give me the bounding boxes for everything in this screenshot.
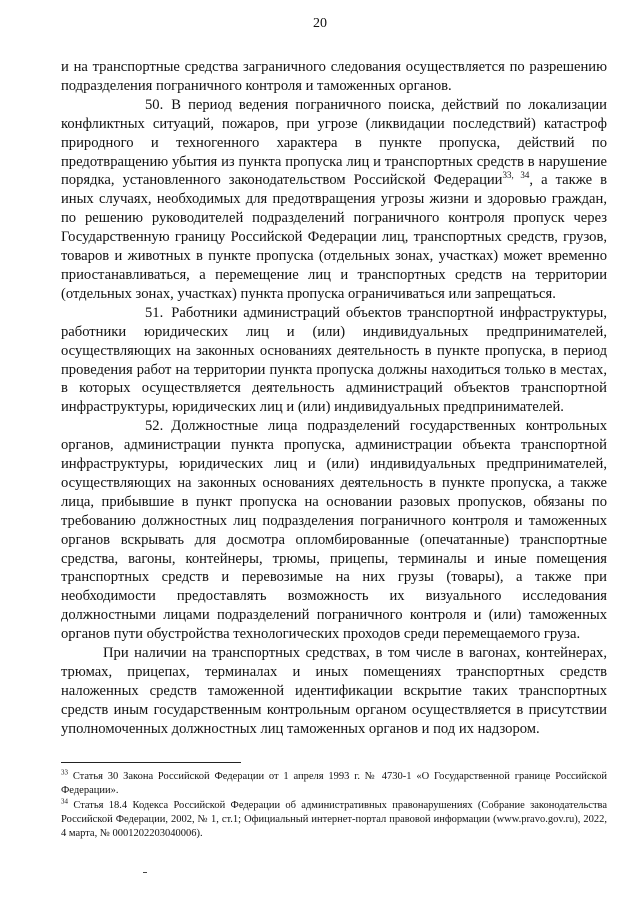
footnote-33 <box>61 770 607 798</box>
document-body <box>61 58 607 739</box>
paragraph-text: , а также в иных случаях, необходимых для предотвращения угрозы жизни и здоровью граждан, по решению руководителей подразделений пограничного контроля пропуск через Государственную границу Российской Федерации лиц, транспортных средств, грузов, товаров и животных в пункте пропуска (отдельных зонах, участках) может временно приостанавливаться, а перемещение лиц и транспортных средств на территории (отдельных зонах, участках) пункта пропуска ограничиваться или запрещаться. <box>61 172 607 302</box>
footnote-divider <box>61 762 241 763</box>
paragraph-50 <box>61 96 607 304</box>
footnote-number: 33 <box>61 768 68 777</box>
paragraph-52-continuation <box>61 644 607 739</box>
footnote-34 <box>61 799 607 841</box>
paragraph-number: 51. <box>145 304 164 321</box>
paragraph-text: В период ведения пограничного поиска, действий по локализации конфликтных ситуаций, пожаров, при угрозе (ликвидации последствий) катастроф природного и техногенного характера в пункте пропуска, действий по предотвращению убытия из пункта пропуска лиц и транспортных средств в нарушение порядка, установленного законодательством Российской Федерации <box>61 96 607 189</box>
footnote-text: Статья 30 Закона Российской Федерации от 1 апреля 1993 г. № 4730-1 «О Государственной границе Российской Федерации». <box>61 771 607 796</box>
footnotes <box>61 770 607 842</box>
paragraph-continuation <box>61 58 607 96</box>
footnote-number: 34 <box>61 797 68 806</box>
paragraph-number: 52. <box>145 418 164 435</box>
paragraph-text: Должностные лица подразделений государственных контрольных органов, администрации пункта пропуска, администрации объекта транспортной инфраструктуры, юридических лиц и (или) индивидуальных предпринимателей, осуществляющих на законных основаниях деятельность в пункте пропуска, а также лица, прибывшие в пункт пропуска на основании разовых пропусков, обязаны по требованию должностных лиц подразделения пограничного контроля и таможенных органов вскрывать для досмотра опломбированные (опечатанные) транспортные средства, вагоны, контейнеры, трюмы, прицепы, терминалы и иные помещения транспортных средств и перевозимые на них грузы (товары), а также при необходимости предоставлять возможность их визуального исследования должностными лицами подразделений пограничного контроля и (или) таможенных органов пути обустройства технологических проходов среди перемещаемого груза. <box>61 418 607 643</box>
paragraph-number: 50. <box>145 96 164 113</box>
paragraph-text: Работники администраций объектов транспортной инфраструктуры, работники юридических лиц и (или) индивидуальных предпринимателей, осуществляющих на законных основаниях деятельность в пункте пропуска, в период проведения работ на территории пункта пропуска должны находиться только в местах, в которых осуществляется деятельность администраций объектов транспортной инфраструктуры, юридических лиц и (или) индивидуальных предпринимателей. <box>61 304 607 416</box>
paragraph-text: и на транспортные средства заграничного следования осуществляется по разрешению подразделения пограничного контроля и таможенных органов. <box>61 59 607 94</box>
scan-mark <box>143 872 147 873</box>
paragraph-52 <box>61 417 607 644</box>
footnote-reference: 33, 34 <box>502 170 530 181</box>
paragraph-51 <box>61 304 607 417</box>
page-number: 20 <box>313 16 327 31</box>
footnote-text: Статья 18.4 Кодекса Российской Федерации об административных правонарушениях (Собрание законодательства Российской Федерации, 2002, № 1, ст.1; Официальный интернет-портал правовой информации (www.pravo.gov.ru), 2022, 4 марта, № 0001202203040006). <box>61 800 608 839</box>
paragraph-text: При наличии на транспортных средствах, в том числе в вагонах, контейнерах, трюмах, прицепах, терминалах и иных помещениях транспортных средств наложенных средств таможенной идентификации вскрытие таких транспортных средств иным государственным контрольным органом осуществляется в присутствии уполномоченных должностных лиц таможенных органов и под их надзором. <box>61 645 607 737</box>
